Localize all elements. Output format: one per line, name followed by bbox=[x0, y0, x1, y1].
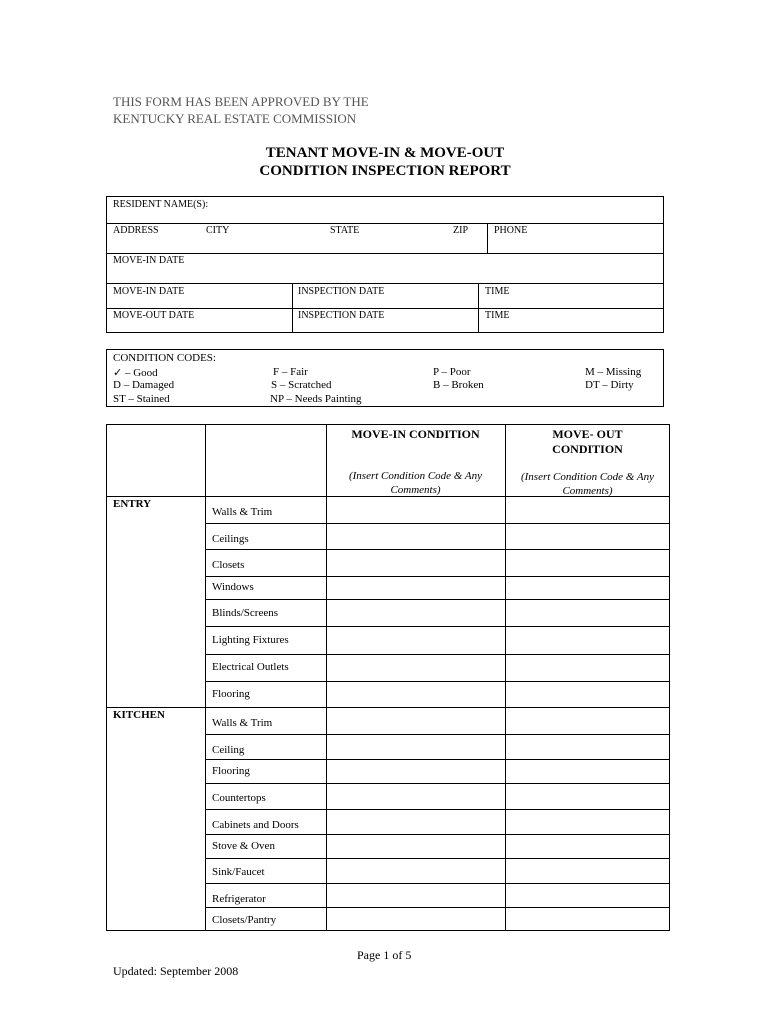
moveout-date-field[interactable]: MOVE-OUT DATE bbox=[113, 310, 195, 321]
title-line-2: CONDITION INSPECTION REPORT bbox=[259, 163, 511, 179]
divider bbox=[205, 654, 670, 655]
movein-condition-header: MOVE-IN CONDITION bbox=[351, 427, 480, 441]
zip-field[interactable]: ZIP bbox=[453, 225, 468, 236]
entry-walls-trim: Walls & Trim bbox=[212, 506, 273, 518]
divider bbox=[205, 681, 670, 682]
divider bbox=[326, 424, 327, 931]
divider bbox=[205, 424, 206, 931]
state-field[interactable]: STATE bbox=[330, 225, 360, 236]
movein-sub-line-1: (Insert Condition Code & Any bbox=[348, 470, 482, 482]
code-scratched: S – Scratched bbox=[271, 379, 332, 391]
page-title bbox=[0, 144, 770, 180]
moveout-condition-header bbox=[505, 427, 670, 457]
page-number: Page 1 of 5 bbox=[357, 948, 412, 962]
moveout-sub-line-1: (Insert Condition Code & Any bbox=[520, 471, 654, 483]
code-stained: ST – Stained bbox=[113, 393, 170, 405]
divider bbox=[205, 759, 670, 760]
divider bbox=[205, 809, 670, 810]
moveout-header-line-2: CONDITION bbox=[552, 442, 623, 456]
divider bbox=[205, 734, 670, 735]
movein-date-field-2[interactable]: MOVE-IN DATE bbox=[113, 286, 185, 297]
divider bbox=[205, 549, 670, 550]
kitchen-stove-oven: Stove & Oven bbox=[212, 840, 275, 852]
divider bbox=[106, 223, 664, 224]
divider bbox=[487, 223, 488, 253]
kitchen-walls-trim: Walls & Trim bbox=[212, 717, 273, 729]
entry-lighting-fixtures: Lighting Fixtures bbox=[212, 634, 289, 646]
moveout-time-field[interactable]: TIME bbox=[485, 310, 510, 321]
room-kitchen: KITCHEN bbox=[113, 709, 165, 721]
code-fair: F – Fair bbox=[273, 366, 308, 378]
phone-field[interactable]: PHONE bbox=[494, 225, 528, 236]
code-good: ✓ – Good bbox=[113, 367, 158, 379]
entry-windows: Windows bbox=[212, 581, 254, 593]
kitchen-ceiling: Ceiling bbox=[212, 744, 245, 756]
entry-blinds-screens: Blinds/Screens bbox=[212, 607, 278, 619]
divider bbox=[205, 783, 670, 784]
code-dirty: DT – Dirty bbox=[585, 379, 634, 391]
code-broken: B – Broken bbox=[433, 379, 484, 391]
divider bbox=[205, 858, 670, 859]
movein-date-field[interactable]: MOVE-IN DATE bbox=[113, 255, 185, 266]
divider bbox=[106, 253, 664, 254]
divider bbox=[106, 707, 670, 708]
kitchen-flooring: Flooring bbox=[212, 765, 250, 777]
divider bbox=[292, 283, 293, 333]
code-damaged: D – Damaged bbox=[113, 379, 175, 391]
kitchen-countertops: Countertops bbox=[212, 792, 266, 804]
resident-names-field[interactable]: RESIDENT NAME(S): bbox=[113, 199, 209, 210]
moveout-sub-line-2: Comments) bbox=[562, 485, 613, 497]
approval-line-1: THIS FORM HAS BEEN APPROVED BY THE bbox=[113, 94, 369, 109]
updated-date: Updated: September 2008 bbox=[113, 964, 239, 978]
movein-inspection-date-field[interactable]: INSPECTION DATE bbox=[298, 286, 385, 297]
kitchen-cabinets-doors: Cabinets and Doors bbox=[212, 819, 299, 831]
approval-line-2: KENTUCKY REAL ESTATE COMMISSION bbox=[113, 111, 357, 126]
divider bbox=[106, 308, 664, 309]
kitchen-closets-pantry: Closets/Pantry bbox=[212, 914, 277, 926]
divider bbox=[205, 523, 670, 524]
moveout-header-line-1: MOVE- OUT bbox=[552, 427, 623, 441]
divider bbox=[205, 834, 670, 835]
divider bbox=[205, 576, 670, 577]
entry-ceilings: Ceilings bbox=[212, 533, 249, 545]
kitchen-refrigerator: Refrigerator bbox=[212, 893, 266, 905]
divider bbox=[205, 883, 670, 884]
entry-electrical-outlets: Electrical Outlets bbox=[212, 661, 289, 673]
code-missing: M – Missing bbox=[585, 366, 642, 378]
divider bbox=[205, 907, 670, 908]
kitchen-sink-faucet: Sink/Faucet bbox=[212, 866, 265, 878]
moveout-condition-instructions bbox=[505, 470, 670, 498]
entry-closets: Closets bbox=[212, 559, 245, 571]
divider bbox=[106, 283, 664, 284]
entry-flooring: Flooring bbox=[212, 688, 250, 700]
code-needs-painting: NP – Needs Painting bbox=[270, 393, 362, 405]
inspection-table bbox=[106, 424, 670, 931]
divider bbox=[205, 599, 670, 600]
codes-heading: CONDITION CODES: bbox=[113, 352, 216, 364]
address-field[interactable]: ADDRESS bbox=[113, 225, 159, 236]
title-line-1: TENANT MOVE-IN & MOVE-OUT bbox=[265, 145, 505, 161]
divider bbox=[205, 626, 670, 627]
movein-condition-instructions bbox=[326, 469, 505, 497]
moveout-inspection-date-field[interactable]: INSPECTION DATE bbox=[298, 310, 385, 321]
movein-time-field[interactable]: TIME bbox=[485, 286, 510, 297]
movein-sub-line-2: Comments) bbox=[390, 484, 441, 496]
divider bbox=[478, 283, 479, 333]
divider bbox=[505, 424, 506, 931]
approval-notice bbox=[113, 93, 369, 127]
code-poor: P – Poor bbox=[433, 366, 471, 378]
city-field[interactable]: CITY bbox=[206, 225, 230, 236]
room-entry: ENTRY bbox=[113, 498, 152, 510]
